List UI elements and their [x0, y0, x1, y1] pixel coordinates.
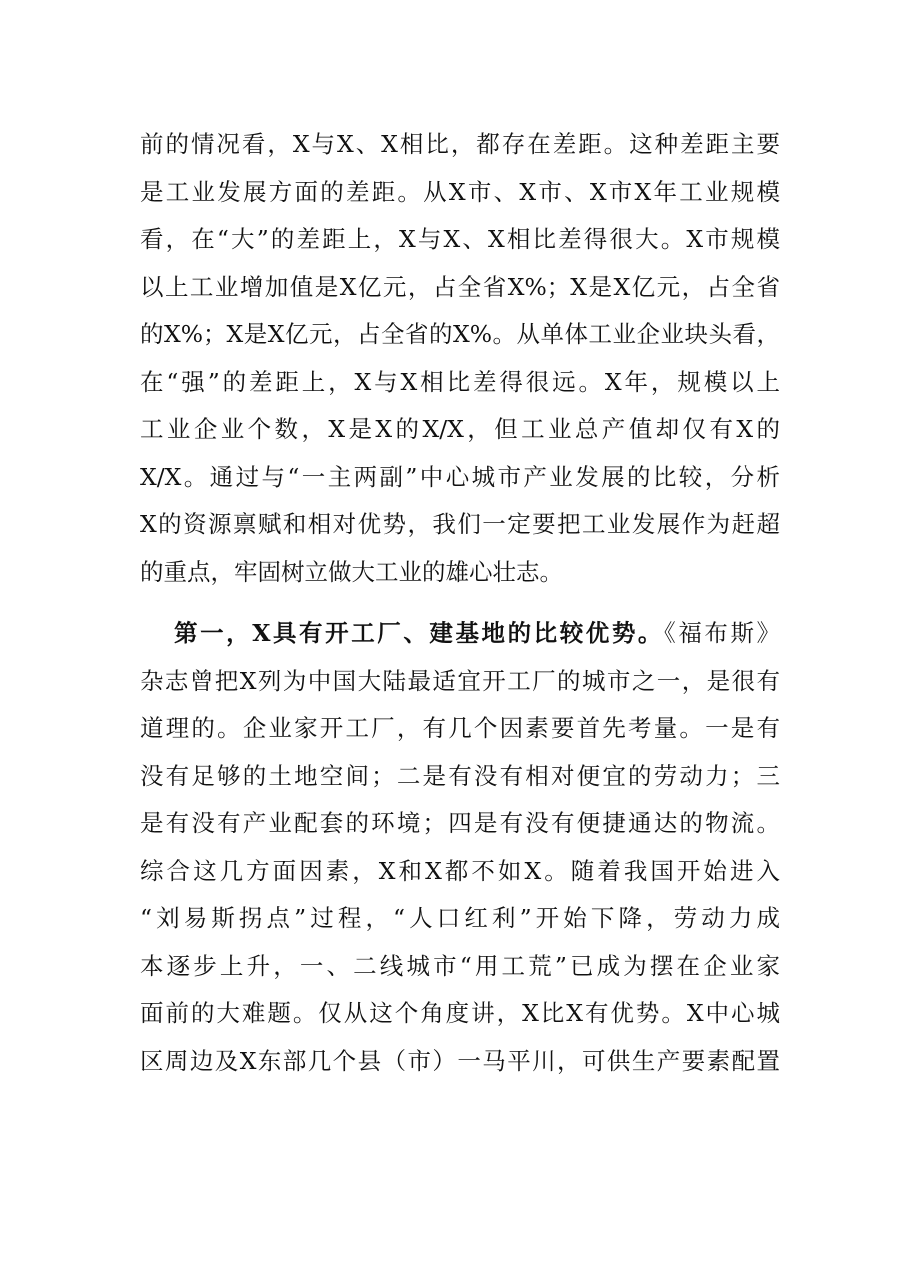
- paragraph-first-line: [140, 610, 780, 658]
- paragraph-line: “刘易斯拐点”过程，“人口红利”开始下降，劳动力成: [140, 904, 780, 932]
- paragraph-line: 工业企业个数，X是X的X/X，但工业总产值却仅有X的: [140, 415, 780, 443]
- paragraph-line: 在“强”的差距上，X与X相比差得很远。X年，规模以上: [140, 367, 780, 396]
- paragraph-line: 是工业发展方面的差距。从X市、X市、X市X年工业规模: [140, 177, 780, 206]
- paragraph-line: 综合这几方面因素，X和X都不如X。随着我国开始进入: [140, 856, 780, 885]
- paragraph-line: 杂志曾把X列为中国大陆最适宜开工厂的城市之一，是很有: [140, 666, 780, 695]
- paragraph-line: 的重点，牢固树立做大工业的雄心壮志。: [140, 557, 563, 586]
- paragraph-line: 区周边及X东部几个县（市）一马平川，可供生产要素配置: [140, 1046, 780, 1075]
- paragraph-2: [140, 610, 780, 1085]
- paragraph-line: 以上工业增加值是X亿元，占全省X%；X是X亿元，占全省: [140, 272, 780, 301]
- paragraph-line-rest: 《福布斯》: [664, 619, 781, 647]
- paragraph-line: 前的情况看，X与X、X相比，都存在差距。这种差距主要: [140, 130, 780, 158]
- paragraph-line: X/X。通过与“一主两副”中心城市产业发展的比较，分析: [140, 462, 780, 491]
- paragraph-line: 没有足够的土地空间；二是有没有相对便宜的劳动力；三: [140, 761, 780, 790]
- paragraph-line: 面前的大难题。仅从这个角度讲，X比X有优势。X中心城: [140, 999, 780, 1027]
- paragraph-line: 的X%；X是X亿元，占全省的X%。从单体工业企业块头看，: [140, 320, 780, 348]
- paragraph-line: 看，在“大”的差距上，X与X、X相比差得很大。X市规模: [140, 225, 780, 253]
- paragraph-line: 本逐步上升，一、二线城市“用工荒”已成为摆在企业家: [140, 951, 780, 980]
- section-heading: 第一，X具有开工厂、建基地的比较优势。: [174, 619, 664, 647]
- paragraph-line: 道理的。企业家开工厂，有几个因素要首先考量。一是有: [140, 714, 780, 742]
- paragraph-1: [140, 121, 780, 596]
- paragraph-line: X的资源禀赋和相对优势，我们一定要把工业发展作为赶超: [140, 510, 780, 538]
- paragraph-line: 是有没有产业配套的环境；四是有没有便捷通达的物流。: [140, 809, 780, 837]
